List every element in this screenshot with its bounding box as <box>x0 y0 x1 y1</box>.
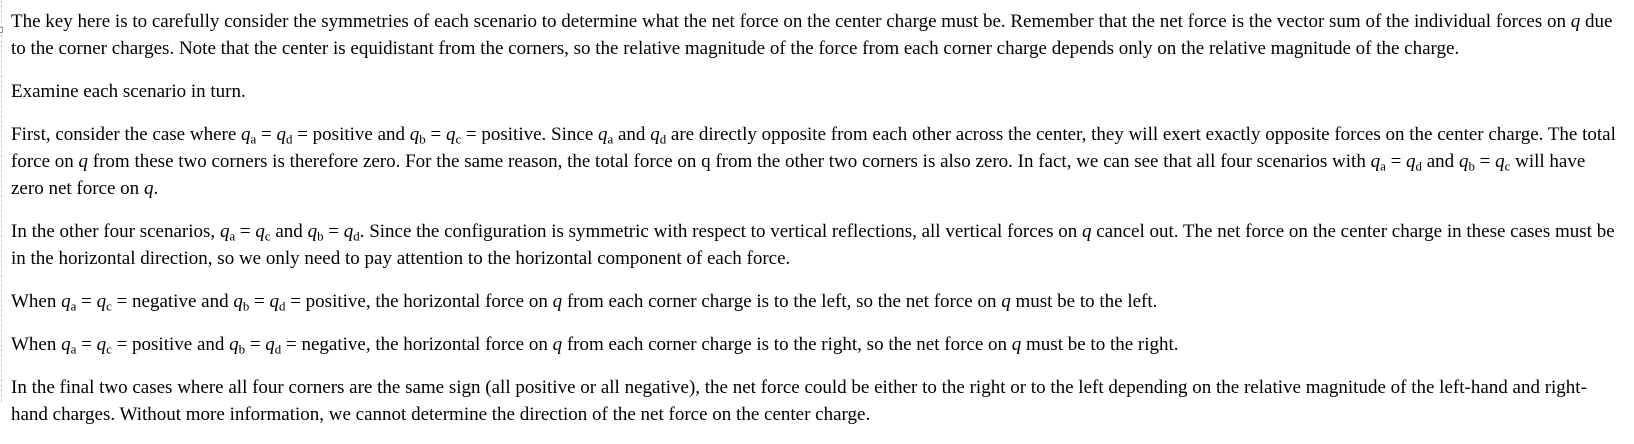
math-variable: q <box>1370 151 1381 172</box>
math-variable: q <box>269 291 279 312</box>
text-run: . <box>153 178 159 199</box>
text-run: . Since the configuration is symmetric with respect to vertical reflections, all vertical forces on <box>359 221 1082 242</box>
text-run: = <box>245 334 266 355</box>
math-subscript: b <box>238 341 246 357</box>
math-variable: q <box>229 334 239 355</box>
text-run: When <box>11 334 62 355</box>
math-variable: q <box>1011 334 1022 355</box>
text-run: = positive and <box>292 124 410 145</box>
text-run: and <box>613 124 651 145</box>
math-variable: q <box>1081 221 1092 242</box>
math-subscript: a <box>229 228 236 244</box>
math-subscript: d <box>1415 158 1422 174</box>
text-run: = positive. Since <box>461 124 599 145</box>
math-subscript: b <box>419 131 426 147</box>
math-variable: q <box>1001 291 1011 312</box>
text-run: In the other four scenarios, <box>11 221 220 242</box>
math-subscript: d <box>274 341 282 357</box>
left-edge-dashed-line <box>1 0 2 402</box>
text-run: cancel out. The net force on the center charge in these cases must be in the horizontal direction, so we only need to pay attention to the horizontal component of each force. <box>11 221 1615 269</box>
text-run: = <box>256 124 277 145</box>
text-run: = <box>425 124 446 145</box>
math-variable: q <box>1458 151 1469 172</box>
text-run: = <box>76 334 97 355</box>
math-variable: q <box>445 124 456 145</box>
math-variable: q <box>78 151 89 172</box>
math-variable: q <box>598 124 608 145</box>
math-variable: q <box>650 124 660 145</box>
math-variable: q <box>1570 11 1581 32</box>
math-variable: q <box>233 291 243 312</box>
text-run: due to the corner charges. Note that the center is equidistant from the corners, so the relative magnitude of the force from each corner charge depends only on the relative magnitude of the charge. <box>11 11 1613 59</box>
math-subscript: d <box>353 228 360 244</box>
math-subscript: b <box>317 228 324 244</box>
math-subscript: c <box>264 228 271 244</box>
text-run: = <box>249 291 270 312</box>
paragraph <box>11 218 1620 272</box>
math-variable: q <box>409 124 420 145</box>
text-run: = <box>1474 151 1496 172</box>
math-variable: q <box>219 221 230 242</box>
math-subscript: c <box>106 298 112 314</box>
math-variable: q <box>143 178 154 199</box>
math-variable: q <box>276 124 286 145</box>
text-run: must be to the left. <box>1010 291 1158 312</box>
math-variable: q <box>552 334 563 355</box>
math-variable: q <box>552 291 563 312</box>
math-variable: q <box>61 334 71 355</box>
math-variable: q <box>61 291 71 312</box>
math-variable: q <box>96 334 107 355</box>
math-subscript: d <box>279 298 286 314</box>
text-run: = <box>1385 151 1407 172</box>
text-run: = negative, the horizontal force on <box>281 334 553 355</box>
text-run: = negative and <box>111 291 234 312</box>
text-run: In the final two cases where all four corners are the same sign (all positive or all negative), the net force could be either to the right or to the left depending on the relative magnitude of the left-hand and right-hand charges. Without more information, we cannot determine the direction of the net force on the center charge. <box>11 377 1587 425</box>
text-run: = positive and <box>111 334 230 355</box>
math-variable: q <box>307 221 318 242</box>
text-run: First, consider the case where <box>11 124 242 145</box>
text-run: must be to the right. <box>1021 334 1179 355</box>
math-variable: q <box>255 221 265 242</box>
math-variable: q <box>343 221 354 242</box>
paragraph <box>11 331 1620 358</box>
text-run: The key here is to carefully consider the symmetries of each scenario to determine what the net force on the center charge must be. Remember that the net force is the vector sum of the individual forces on <box>11 11 1571 32</box>
text-run: When <box>11 291 62 312</box>
math-subscript: a <box>70 341 77 357</box>
math-subscript: a <box>250 131 257 147</box>
math-subscript: d <box>659 131 667 147</box>
paragraph <box>11 374 1620 428</box>
math-subscript: b <box>1468 158 1475 174</box>
math-variable: q <box>1495 151 1505 172</box>
math-subscript: c <box>1504 158 1511 174</box>
math-variable: q <box>1406 151 1416 172</box>
math-variable: q <box>241 124 251 145</box>
math-subscript: c <box>106 341 112 357</box>
text-run: will have zero net force on <box>11 151 1586 199</box>
math-subscript: a <box>1380 158 1386 174</box>
math-subscript: a <box>607 131 614 147</box>
text-run: are directly opposite from each other across the center, they will exert exactly opposite forces on the center charge. The total force on <box>11 124 1616 172</box>
math-subscript: a <box>70 298 77 314</box>
text-run: from each corner charge is to the right, so the net force on <box>562 334 1012 355</box>
text-run: from each corner charge is to the left, so the net force on <box>562 291 1002 312</box>
paragraph <box>11 288 1620 315</box>
math-subscript: c <box>455 131 462 147</box>
cropped-left-edge-marker <box>0 27 3 33</box>
text-run: = <box>76 291 97 312</box>
text-run: = <box>235 221 256 242</box>
text-run: = <box>323 221 344 242</box>
math-variable: q <box>96 291 107 312</box>
math-variable: q <box>265 334 275 355</box>
math-subscript: d <box>286 131 293 147</box>
solution-text <box>11 8 1620 444</box>
paragraph <box>11 8 1620 62</box>
text-run: = positive, the horizontal force on <box>285 291 553 312</box>
text-run: and <box>1422 151 1459 172</box>
paragraph <box>11 78 1620 105</box>
paragraph <box>11 121 1620 202</box>
text-run: and <box>270 221 308 242</box>
text-run: from these two corners is therefore zero. For the same reason, the total force on q from the other two corners is also zero. In fact, we can see that all four scenarios with <box>88 151 1371 172</box>
math-subscript: b <box>242 298 250 314</box>
text-run: Examine each scenario in turn. <box>11 81 246 102</box>
